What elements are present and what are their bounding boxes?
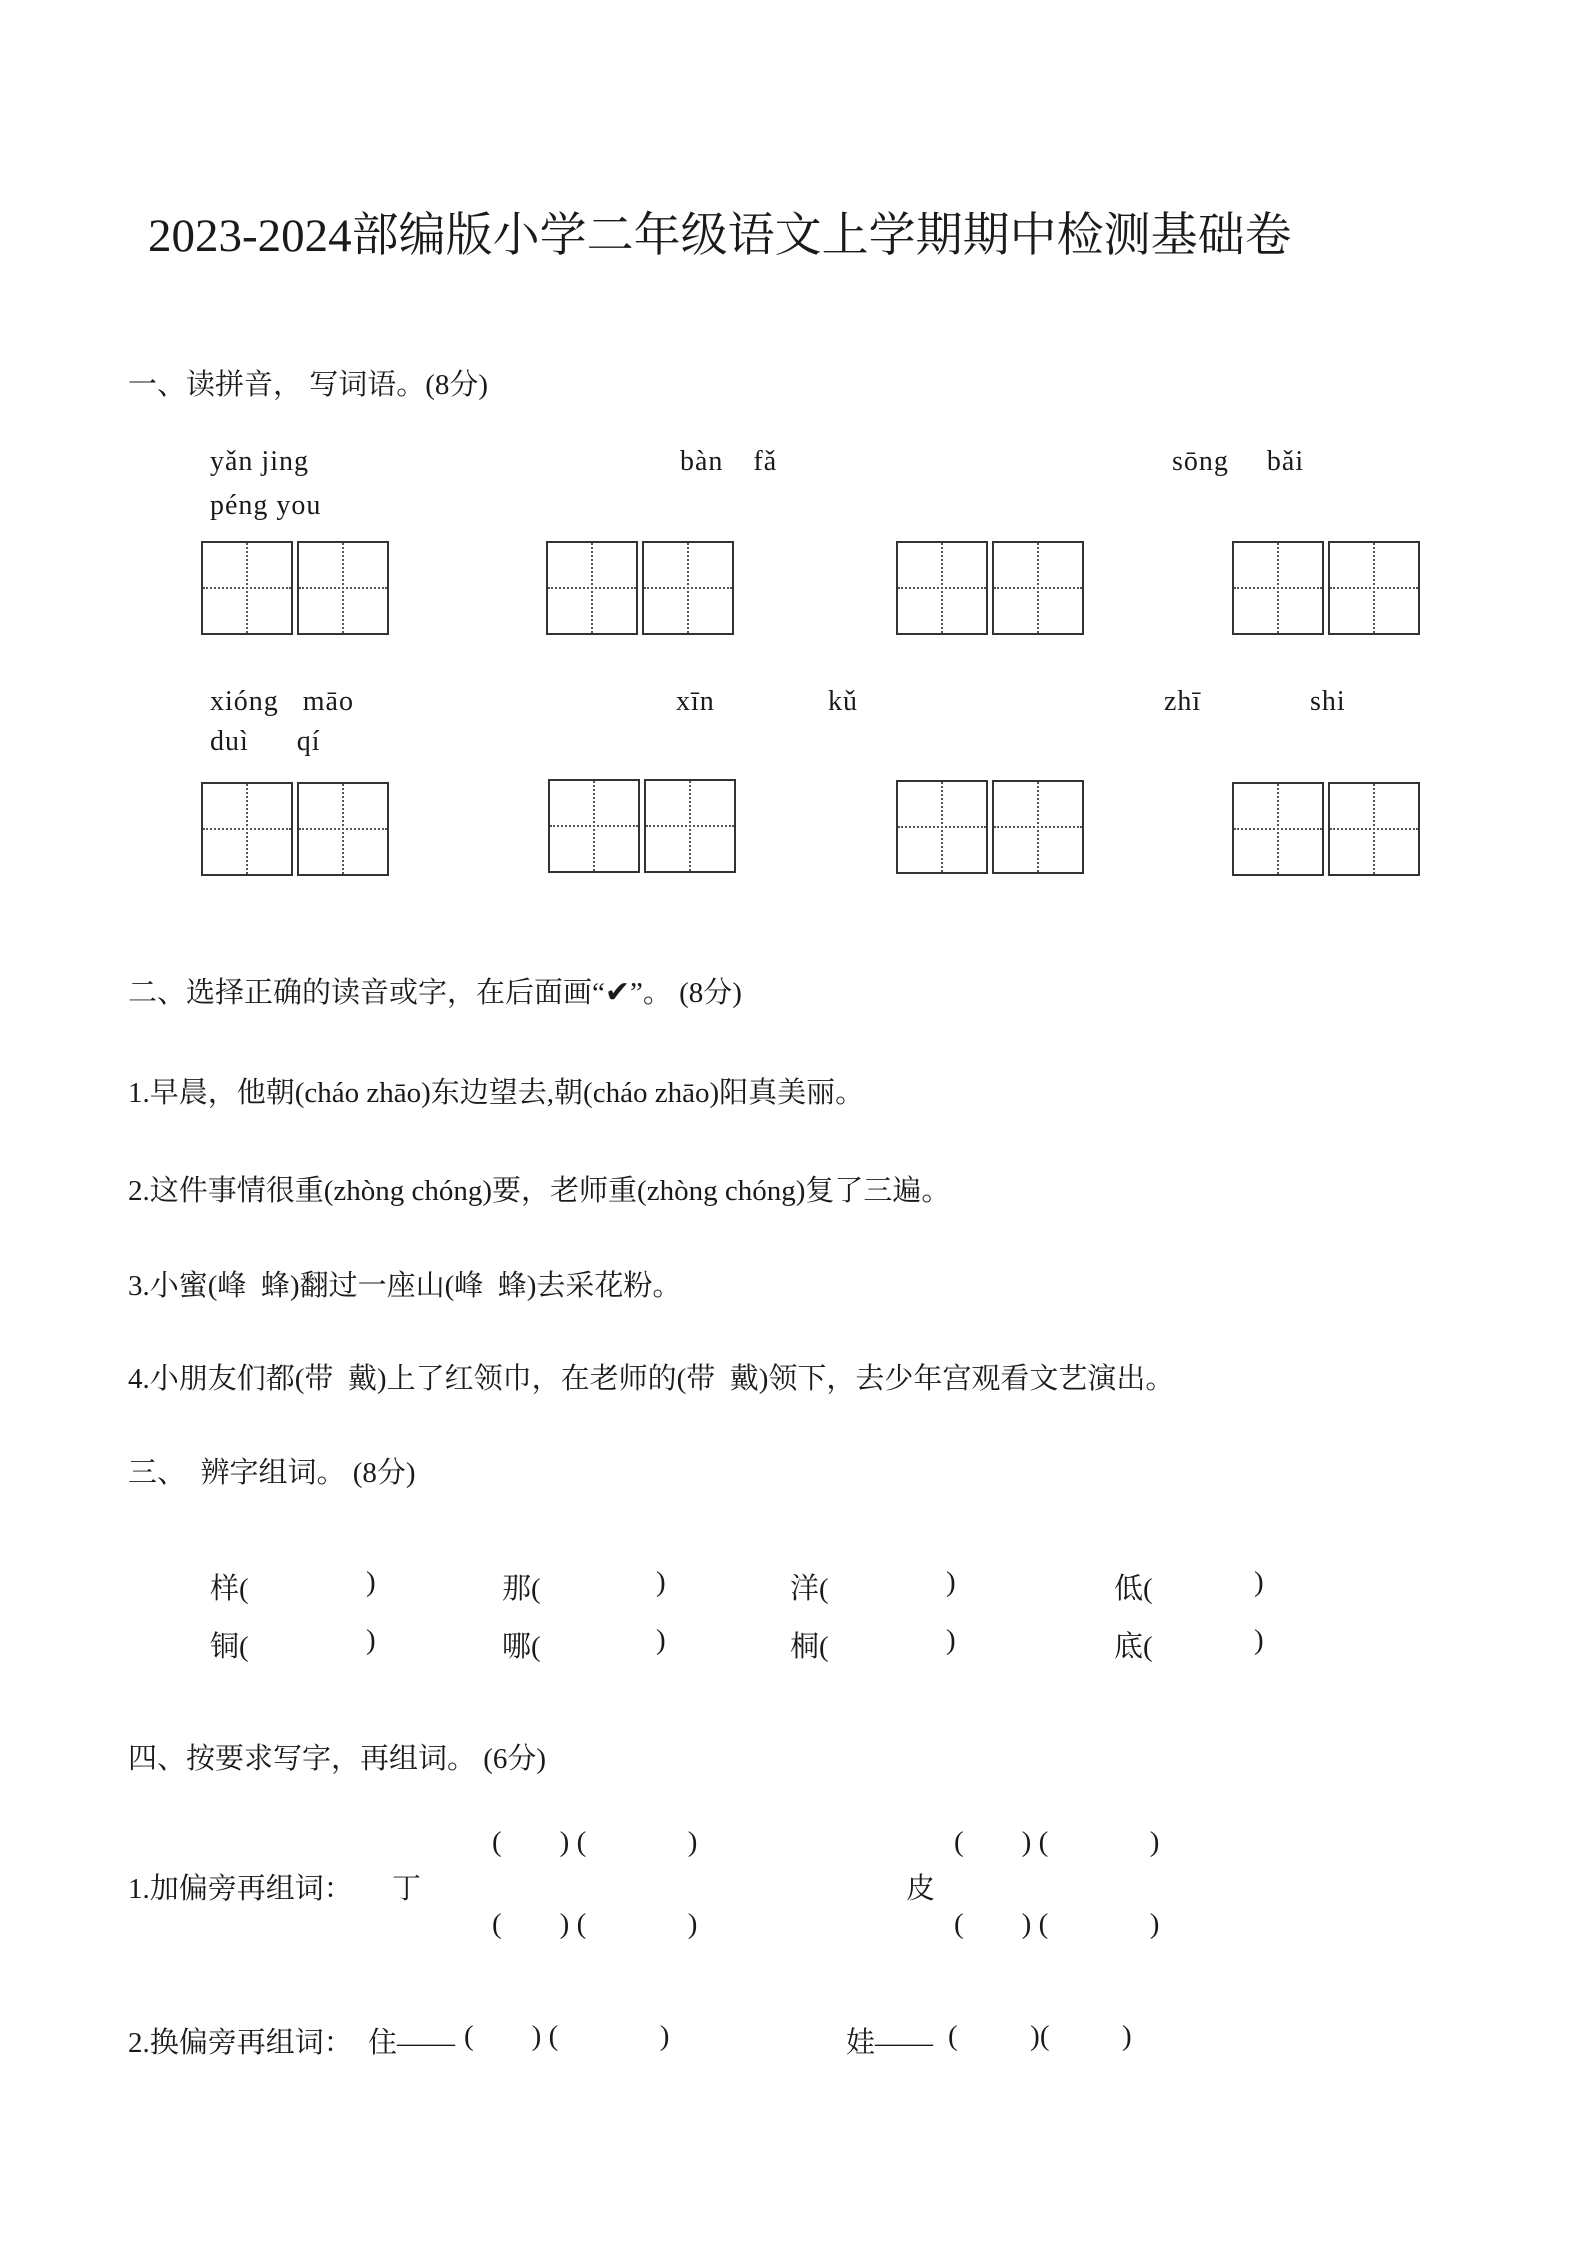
writing-box[interactable] [201, 541, 293, 635]
pinyin-zhi: zhī [1164, 686, 1202, 717]
char-paren-close: ) [1254, 1624, 1264, 1656]
writing-box[interactable] [297, 541, 389, 635]
answer-blank[interactable]: ( ) ( ) [492, 1908, 698, 1940]
char-paren-close: ) [946, 1624, 956, 1656]
char-prompt: 哪( [502, 1631, 541, 1663]
writing-box[interactable] [896, 780, 988, 874]
pinyin-ku: kǔ [828, 686, 858, 717]
question-item: 4.小朋友们都(带 戴)上了红领巾，在老师的(带 戴)领下，去少年宫观看文艺演出。 [128, 1363, 1175, 1395]
answer-blank[interactable]: ( ) ( ) [954, 1826, 1160, 1858]
char-prompt: 低( [1114, 1573, 1153, 1605]
q2-char-zhu: 住—— [368, 2027, 456, 2059]
section1-heading: 一、读拼音， 写词语。(8分) [128, 369, 489, 401]
writing-box[interactable] [1232, 782, 1324, 876]
char-paren-close: ) [366, 1624, 376, 1656]
question-item: 1.早晨，他朝(cháo zhāo)东边望去,朝(cháo zhāo)阳真美丽。 [128, 1077, 865, 1109]
char-prompt: 那( [502, 1573, 541, 1605]
q2-label: 2.换偏旁再组词： [128, 2027, 353, 2059]
pinyin-xin: xīn [676, 686, 715, 717]
pinyin-pengyou: péng you [210, 490, 322, 521]
section2-heading-post: ”。 (8分) [630, 977, 742, 1009]
section2-heading [128, 970, 742, 1011]
writing-box[interactable] [297, 782, 389, 876]
writing-box[interactable] [1328, 782, 1420, 876]
question-item: 3.小蜜(峰 蜂)翻过一座山(峰 蜂)去采花粉。 [128, 1270, 682, 1302]
char-prompt: 底( [1114, 1631, 1153, 1663]
q1-char-pi: 皮 [906, 1873, 936, 1905]
char-prompt: 洋( [790, 1573, 829, 1605]
char-paren-close: ) [656, 1566, 666, 1598]
pinyin-yanjing: yǎn jing [210, 446, 309, 477]
writing-box[interactable] [1232, 541, 1324, 635]
writing-box[interactable] [896, 541, 988, 635]
char-paren-close: ) [1254, 1566, 1264, 1598]
char-paren-close: ) [946, 1566, 956, 1598]
page-title: 2023-2024部编版小学二年级语文上学期期中检测基础卷 [148, 210, 1292, 262]
q1-label: 1.加偏旁再组词： [128, 1873, 353, 1905]
section2-heading-pre: 二、选择正确的读音或字，在后面画“ [128, 977, 605, 1009]
writing-box[interactable] [548, 779, 640, 873]
pinyin-xiongmao: xióng māo [210, 686, 354, 717]
writing-box[interactable] [1328, 541, 1420, 635]
check-mark-icon: ✔ [604, 975, 631, 1010]
char-prompt: 样( [210, 1573, 249, 1605]
answer-blank[interactable]: ( ) ( ) [464, 2020, 670, 2052]
char-prompt: 桐( [790, 1631, 829, 1663]
writing-box[interactable] [546, 541, 638, 635]
answer-blank[interactable]: ( ) ( ) [954, 1908, 1160, 1940]
answer-blank[interactable]: ( ) ( ) [492, 1826, 698, 1858]
writing-box[interactable] [201, 782, 293, 876]
q2-char-wa: 娃—— [846, 2027, 934, 2059]
char-paren-close: ) [656, 1624, 666, 1656]
question-item: 2.这件事情很重(zhòng chóng)要，老师重(zhòng chóng)复了三遍。 [128, 1175, 951, 1207]
writing-box[interactable] [642, 541, 734, 635]
char-paren-close: ) [366, 1566, 376, 1598]
section4-heading: 四、按要求写字，再组词。 (6分) [128, 1743, 547, 1775]
pinyin-duiqi: duì qí [210, 726, 321, 757]
pinyin-banfa: bàn fǎ [680, 446, 778, 477]
writing-box[interactable] [992, 541, 1084, 635]
pinyin-shi: shi [1310, 686, 1346, 717]
section3-heading: 三、 辨字组词。 (8分) [128, 1457, 416, 1489]
writing-box[interactable] [992, 780, 1084, 874]
writing-box[interactable] [644, 779, 736, 873]
pinyin-songbai: sōng bǎi [1172, 446, 1305, 477]
q1-char-ding: 丁 [392, 1873, 422, 1905]
char-prompt: 铜( [210, 1631, 249, 1663]
answer-blank[interactable]: ( )( ) [948, 2020, 1132, 2052]
